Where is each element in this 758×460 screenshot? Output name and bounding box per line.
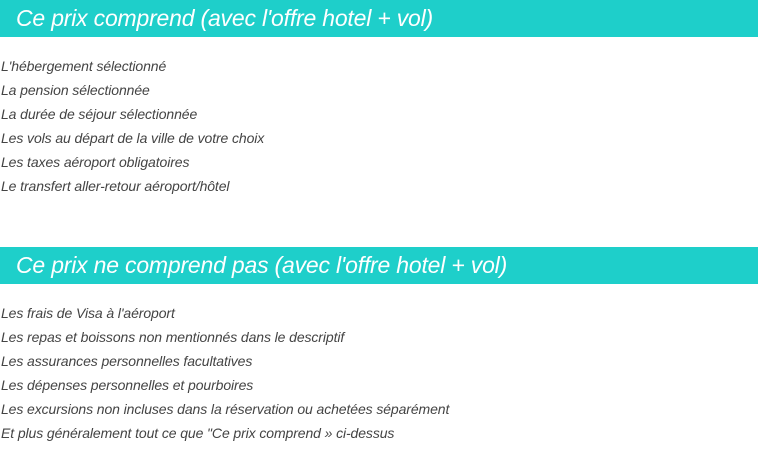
included-item: La pension sélectionnée: [1, 82, 150, 98]
excluded-item: Les frais de Visa à l'aéroport: [1, 305, 175, 321]
included-item: Le transfert aller-retour aéroport/hôtel: [1, 178, 230, 194]
excluded-list: [0, 301, 758, 445]
excluded-header: Ce prix ne comprend pas (avec l'offre hotel + vol): [0, 247, 758, 284]
included-item: Les taxes aéroport obligatoires: [1, 154, 190, 170]
included-item: Les vols au départ de la ville de votre choix: [1, 130, 265, 146]
included-section: [0, 0, 758, 198]
excluded-section: [0, 247, 758, 445]
included-item: La durée de séjour sélectionnée: [1, 106, 198, 122]
excluded-item: Les repas et boissons non mentionnés dans le descriptif: [1, 329, 345, 345]
excluded-item: Les dépenses personnelles et pourboires: [1, 377, 254, 393]
excluded-item: Les excursions non incluses dans la réservation ou achetées séparément: [1, 401, 450, 417]
included-list: [0, 54, 758, 198]
excluded-item: Les assurances personnelles facultatives: [1, 353, 253, 369]
included-header: Ce prix comprend (avec l'offre hotel + vol): [0, 0, 758, 37]
excluded-item: Et plus généralement tout ce que "Ce prix comprend » ci-dessus: [1, 425, 395, 441]
included-item: L'hébergement sélectionné: [1, 58, 167, 74]
